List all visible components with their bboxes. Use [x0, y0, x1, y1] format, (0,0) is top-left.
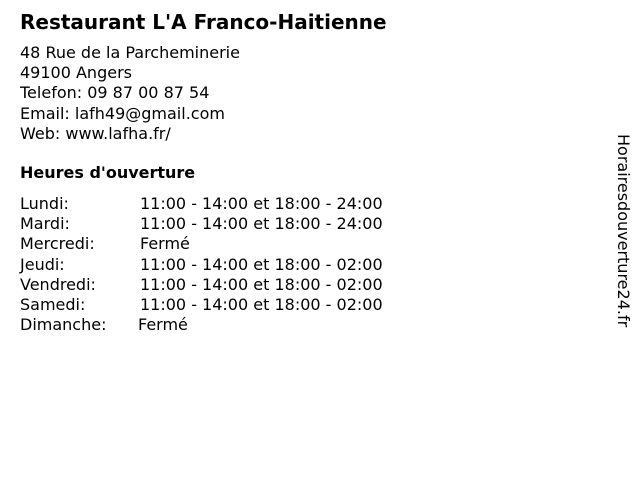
day-label: Samedi:: [20, 294, 86, 314]
day-label: Jeudi:: [20, 254, 65, 274]
restaurant-name: Restaurant L'A Franco-Haitienne: [20, 10, 387, 34]
hours-value: 11:00 - 14:00 et 18:00 - 02:00: [140, 294, 383, 314]
day-label: Vendredi:: [20, 274, 96, 294]
hours-value: 11:00 - 14:00 et 18:00 - 02:00: [140, 274, 383, 294]
site-watermark: [612, 134, 634, 344]
hours-value: Fermé: [140, 234, 190, 254]
email-address: Email: lafh49@gmail.com: [20, 103, 225, 123]
address-city: 49100 Angers: [20, 63, 132, 83]
hours-value: 11:00 - 14:00 et 18:00 - 02:00: [140, 254, 383, 274]
day-label: Mardi:: [20, 214, 70, 234]
day-label: Dimanche:: [20, 315, 107, 335]
day-label: Lundi:: [20, 194, 69, 213]
site-name: Horairesdouverture24.fr: [614, 134, 633, 328]
day-label: Mercredi:: [20, 234, 95, 254]
opening-hours-heading: Heures d'ouverture: [20, 163, 196, 182]
hours-value: Fermé: [138, 315, 188, 335]
address-street: 48 Rue de la Parcheminerie: [20, 43, 240, 62]
contact-info: [20, 43, 240, 144]
hours-value: 11:00 - 14:00 et 18:00 - 24:00: [140, 194, 383, 213]
hours-value: 11:00 - 14:00 et 18:00 - 24:00: [140, 214, 383, 234]
website-url: Web: www.lafha.fr/: [20, 123, 171, 143]
phone-number: Telefon: 09 87 00 87 54: [20, 83, 210, 103]
